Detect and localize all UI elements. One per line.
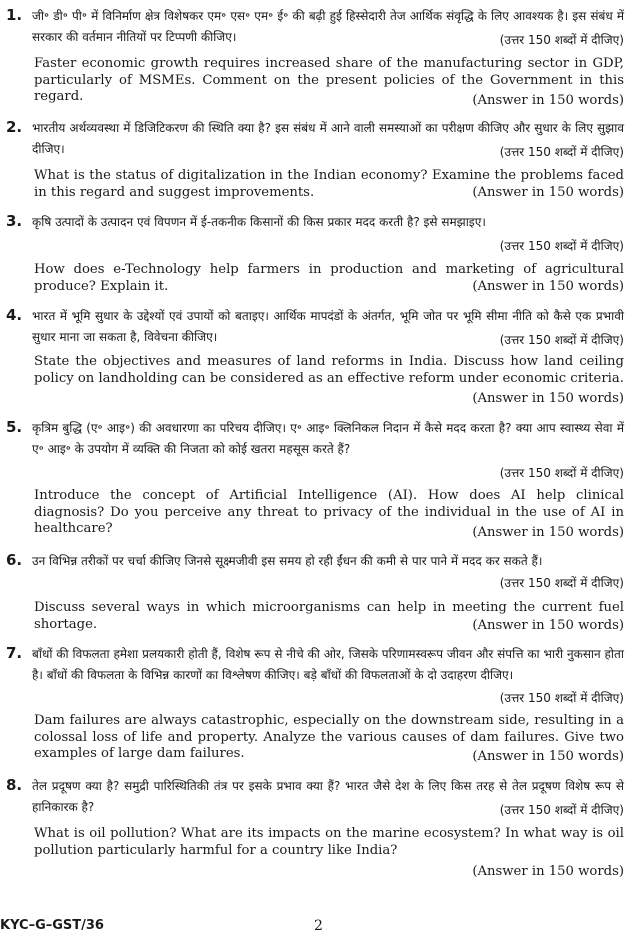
question-number: 8.	[6, 776, 23, 794]
question-english-text: What is the status of digitalization in the Indian economy? Examine the problems faced in this regard and suggest improvements.	[34, 168, 624, 200]
question-number: 7.	[6, 644, 23, 662]
english-word-limit: (Answer in 150 words)	[472, 279, 624, 294]
english-word-limit: (Answer in 150 words)	[472, 391, 624, 406]
question-number: 4.	[6, 306, 23, 324]
question-hindi-text: कृत्रिम बुद्धि (ए॰ आइ॰) की अवधारणा का परिचय दीजिए। ए॰ आइ॰ क्लिनिकल निदान में कैसे मदद करता है? क्या आप स्वास्थ्य सेवा में ए॰ आइ॰ के उपयोग में व्यक्ति की निजता को कोई खतरा महसूस करते हैं?	[32, 421, 624, 456]
hindi-word-limit: (उत्तर 150 शब्दों में दीजिए)	[499, 803, 624, 817]
question-number: 3.	[6, 212, 23, 230]
question-number: 2.	[6, 118, 23, 136]
question-english-text: Dam failures are always catastrophic, especially on the downstream side, resulting in a colossal loss of life and property. Analyze the various causes of dam failures. Give two examples of large dam failures.	[34, 713, 624, 761]
question-hindi-text: भारत में भूमि सुधार के उद्देश्यों एवं उपायों को बताइए। आर्थिक मापदंडों के अंतर्गत, भूमि जोत पर भूमि सीमा नीति को कैसे एक प्रभावी सुधार माना जा सकता है, विवेचना कीजिए।	[32, 309, 624, 344]
question-hindi-text: तेल प्रदूषण क्या है? समुद्री पारिस्थितिकी तंत्र पर इसके प्रभाव क्या हैं? भारत जैसे देश के लिए किस तरह से तेल प्रदूषण विशेष रूप से हानिकारक है?	[32, 779, 624, 814]
question-english-text: Faster economic growth requires increased share of the manufacturing sector in GDP, particularly of MSMEs. Comment on the present policies of the Government in this regard.	[34, 56, 624, 104]
question-english-text: What is oil pollution? What are its impacts on the marine ecosystem? In what way is oil pollution particularly harmful for a country like India?	[34, 826, 624, 858]
question-english-text: Discuss several ways in which microorganisms can help in meeting the current fuel shortage.	[34, 600, 624, 632]
question-english-text: Introduce the concept of Artificial Intelligence (AI). How does AI help clinical diagnosis? Do you perceive any threat to privacy of the individual in the use of AI in healthcare?	[34, 488, 624, 536]
question-number: 6.	[6, 551, 23, 569]
paper-code: KYC–G–GST/36	[0, 918, 104, 933]
question-english-text: How does e-Technology help farmers in production and marketing of agricultural produce? Explain it.	[34, 262, 624, 294]
hindi-word-limit: (उत्तर 150 शब्दों में दीजिए)	[499, 33, 624, 47]
english-word-limit: (Answer in 150 words)	[472, 864, 624, 879]
english-word-limit: (Answer in 150 words)	[472, 185, 624, 200]
hindi-word-limit: (उत्तर 150 शब्दों में दीजिए)	[499, 691, 624, 705]
english-word-limit: (Answer in 150 words)	[472, 749, 624, 764]
english-word-limit: (Answer in 150 words)	[472, 93, 624, 108]
page-number: 2	[314, 918, 323, 934]
question-number: 1.	[6, 6, 23, 24]
question-number: 5.	[6, 418, 23, 436]
question-english-text: State the objectives and measures of land reforms in India. Discuss how land ceiling policy on landholding can be considered as an effective reform under economic criteria.	[34, 354, 624, 386]
question-hindi-text: उन विभिन्न तरीकों पर चर्चा कीजिए जिनसे सूक्ष्मजीवी इस समय हो रही ईंधन की कमी से पार पाने में मदद कर सकते हैं।	[32, 554, 543, 568]
hindi-word-limit: (उत्तर 150 शब्दों में दीजिए)	[499, 333, 624, 347]
hindi-word-limit: (उत्तर 150 शब्दों में दीजिए)	[499, 145, 624, 159]
question-hindi-text: कृषि उत्पादों के उत्पादन एवं विपणन में ई-तकनीक किसानों की किस प्रकार मदद करती है? इसे समझाइए।	[32, 215, 486, 229]
english-word-limit: (Answer in 150 words)	[472, 618, 624, 633]
hindi-word-limit: (उत्तर 150 शब्दों में दीजिए)	[499, 576, 624, 590]
english-word-limit: (Answer in 150 words)	[472, 525, 624, 540]
hindi-word-limit: (उत्तर 150 शब्दों में दीजिए)	[499, 466, 624, 480]
question-hindi-text: जी॰ डी॰ पी॰ में विनिर्माण क्षेत्र विशेषकर एम॰ एस॰ एम॰ ई॰ की बढ़ी हुई हिस्सेदारी तेज आर्थिक संवृद्धि के लिए आवश्यक है। इस संबंध में सरकार की वर्तमान नीतियों पर टिप्पणी कीजिए।	[32, 9, 624, 44]
question-hindi-text: भारतीय अर्थव्यवस्था में डिजिटिकरण की स्थिति क्या है? इस संबंध में आने वाली समस्याओं का परीक्षण कीजिए और सुधार के लिए सुझाव दीजिए।	[32, 121, 624, 156]
question-hindi-text: बाँधों की विफलता हमेशा प्रलयकारी होती हैं, विशेष रूप से नीचे की ओर, जिसके परिणामस्वरूप जीवन और संपत्ति का भारी नुकसान होता है। बाँधों की विफलता के विभिन्न कारणों का विश्लेषण कीजिए। बड़े बाँधों की विफलताओं के दो उदाहरण दीजिए।	[32, 647, 624, 682]
hindi-word-limit: (उत्तर 150 शब्दों में दीजिए)	[499, 239, 624, 253]
